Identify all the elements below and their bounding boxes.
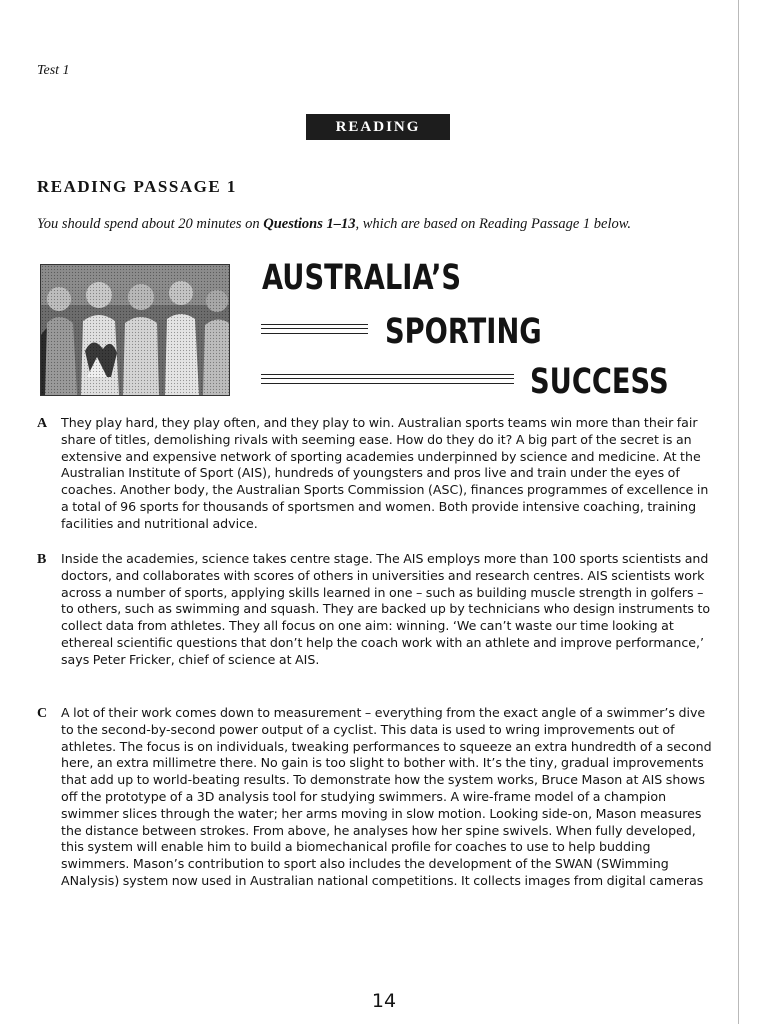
- paragraph-text: A lot of their work comes down to measurement – everything from the exact angle of a swimmer’s dive to the second-by-second power output of a cyclist. This data is used to wring improvements out of athletes. The focus is on individuals, tweaking performances to squeeze an extra hundredth of a second here, an extra millimetre there. No gain is too slight to bother with. It’s the tiny, gradual improvements that add up to world-beating results. To demonstrate how the system works, Bruce Mason at AIS shows off the prototype of a 3D analysis tool for studying swimmers. A wire-frame model of a champion swimmer slices through the water; her arms moving in slow motion. Looking side-on, Mason measures the distance between strokes. From above, he analyses how her spine swivels. When fully developed, this system will enable him to build a biomechanical profile for coaches to use to help budding swimmers. Mason’s contribution to sport also includes the development of the SWAN (SWimming ANalysis) system now used in Australian national competitions. It collects images from digital cameras: [61, 705, 712, 888]
- title-line-1: AUSTRALIA’S: [262, 258, 462, 298]
- paragraph-letter: A: [37, 416, 48, 431]
- instructions-questions: Questions 1–13: [263, 216, 356, 232]
- paragraph-text: Inside the academies, science takes centre stage. The AIS employs more than 100 sports scientists and doctors, and collaborates with scores of others in universities and research centres. AIS scientists work across a number of sports, applying skills learned in one – such as building muscle strength in golfers – to others, such as swimming and squash. They are backed up by technicians who design instruments to collect data from athletes. They all focus on one aim: winning. ‘We can’t waste our time looking at ethereal scientific questions that don’t help the coach work with an athlete and improve performance,’ says Peter Fricker, chief of science at AIS.: [61, 551, 711, 667]
- title-line-2: SPORTING: [385, 312, 542, 352]
- team-photo: [40, 264, 230, 396]
- paragraph-letter: C: [37, 706, 48, 721]
- passage-heading: READING PASSAGE 1: [37, 177, 237, 196]
- paragraph-text: They play hard, they play often, and they play to win. Australian sports teams win more than their fair share of titles, demolishing rivals with seeming ease. How do they do it? A big part of the secret is an extensive and expensive network of sporting academies underpinned by science and medicine. At the Australian Institute of Sport (AIS), hundreds of youngsters and pros live and train under the eyes of coaches. Another body, the Australian Sports Commission (ASC), finances programmes of excellence in a total of 96 sports for thousands of sportsmen and women. Both provide intensive coaching, training facilities and nutritional advice.: [61, 415, 709, 531]
- paragraph-letter: B: [37, 552, 47, 567]
- instructions-prefix: You should spend about 20 minutes on: [37, 216, 264, 232]
- title-rule-bottom: [261, 374, 514, 384]
- title-line-3: SUCCESS: [530, 362, 669, 402]
- page-number: 14: [371, 990, 397, 1012]
- paragraph-b: [37, 551, 712, 669]
- team-photo-illustration: [41, 265, 229, 395]
- paragraph-c: [37, 705, 712, 890]
- title-rule-top: [261, 324, 368, 334]
- test-label: Test 1: [37, 63, 70, 78]
- paragraph-a: [37, 415, 712, 533]
- section-badge: READING: [306, 114, 450, 140]
- instructions: [37, 216, 717, 233]
- page-edge-divider: [738, 0, 739, 1024]
- instructions-suffix: , which are based on Reading Passage 1 below.: [355, 216, 631, 232]
